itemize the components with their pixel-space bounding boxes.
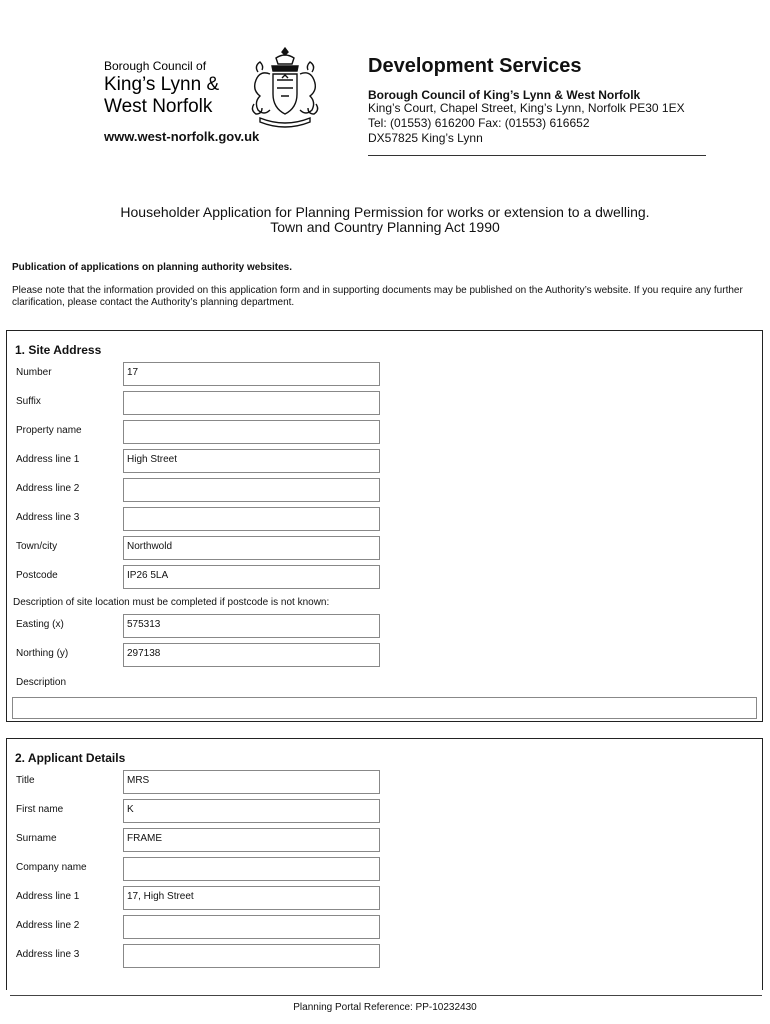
form-subtitle: Town and Country Planning Act 1990 [270,219,500,235]
site-address-section [6,330,763,722]
site-address-title: 1. Site Address [15,343,102,357]
site-address-line-1-label: Address line 1 [16,454,80,465]
applicant-address-line-3-field[interactable] [123,944,380,968]
site-postcode-label: Postcode [16,570,58,581]
site-town-label: Town/city [16,541,58,552]
applicant-title-label: Title [16,775,35,786]
department-dx: DX57825 King’s Lynn [368,131,483,145]
site-suffix-field[interactable] [123,391,380,415]
header-divider [368,155,706,156]
site-number-label: Number [16,367,52,378]
department-phone-fax: Tel: (01553) 616200 Fax: (01553) 616652 [368,116,590,130]
applicant-address-line-1-field[interactable]: 17, High Street [123,886,380,910]
council-crest-icon [246,44,324,128]
site-property-name-label: Property name [16,425,82,436]
applicant-address-line-3-label: Address line 3 [16,949,80,960]
northing-field[interactable]: 297138 [123,643,380,667]
site-address-line-3-field[interactable] [123,507,380,531]
council-name-line-2: West Norfolk [104,96,213,117]
site-address-line-2-field[interactable] [123,478,380,502]
applicant-address-line-2-label: Address line 2 [16,920,80,931]
applicant-first-name-label: First name [16,804,64,815]
northing-label: Northing (y) [16,648,69,659]
applicant-first-name-field[interactable]: K [123,799,380,823]
site-town-field[interactable]: Northwold [123,536,380,560]
applicant-details-title: 2. Applicant Details [15,751,126,765]
site-description-label: Description [16,677,67,688]
department-address: King’s Court, Chapel Street, King’s Lynn, Norfolk PE30 1EX [368,101,685,115]
site-location-note: Description of site location must be completed if postcode is not known: [13,597,330,608]
applicant-details-section [6,738,763,990]
site-address-line-1-field[interactable]: High Street [123,449,380,473]
department-title: Development Services [368,55,582,77]
council-website: www.west-norfolk.gov.uk [104,129,260,144]
applicant-address-line-2-field[interactable] [123,915,380,939]
applicant-surname-field[interactable]: FRAME [123,828,380,852]
site-suffix-label: Suffix [16,396,41,407]
applicant-address-line-1-label: Address line 1 [16,891,80,902]
applicant-surname-label: Surname [16,833,57,844]
council-name-small: Borough Council of [104,59,207,73]
site-postcode-field[interactable]: IP26 5LA [123,565,380,589]
site-number-field[interactable]: 17 [123,362,380,386]
applicant-title-field[interactable]: MRS [123,770,380,794]
easting-field[interactable]: 575313 [123,614,380,638]
easting-label: Easting (x) [16,619,64,630]
site-description-field[interactable] [12,697,757,719]
department-line-1: Borough Council of King’s Lynn & West Norfolk [368,88,641,102]
form-title: Householder Application for Planning Permission for works or extension to a dwelling. [120,204,650,220]
applicant-company-label: Company name [16,862,87,873]
publication-heading: Publication of applications on planning authority websites. [12,262,293,273]
site-property-name-field[interactable] [123,420,380,444]
council-name-line-1: King’s Lynn & [104,74,220,95]
footer-divider [10,995,762,996]
site-address-line-3-label: Address line 3 [16,512,80,523]
planning-portal-reference: Planning Portal Reference: PP-10232430 [293,1002,477,1013]
site-address-line-2-label: Address line 2 [16,483,80,494]
publication-notice: Please note that the information provided on this application form and in supporting documents may be published on the Authority’s website. If you require any further clarification, please contact the Authority’s planning department. [12,285,743,308]
applicant-company-field[interactable] [123,857,380,881]
